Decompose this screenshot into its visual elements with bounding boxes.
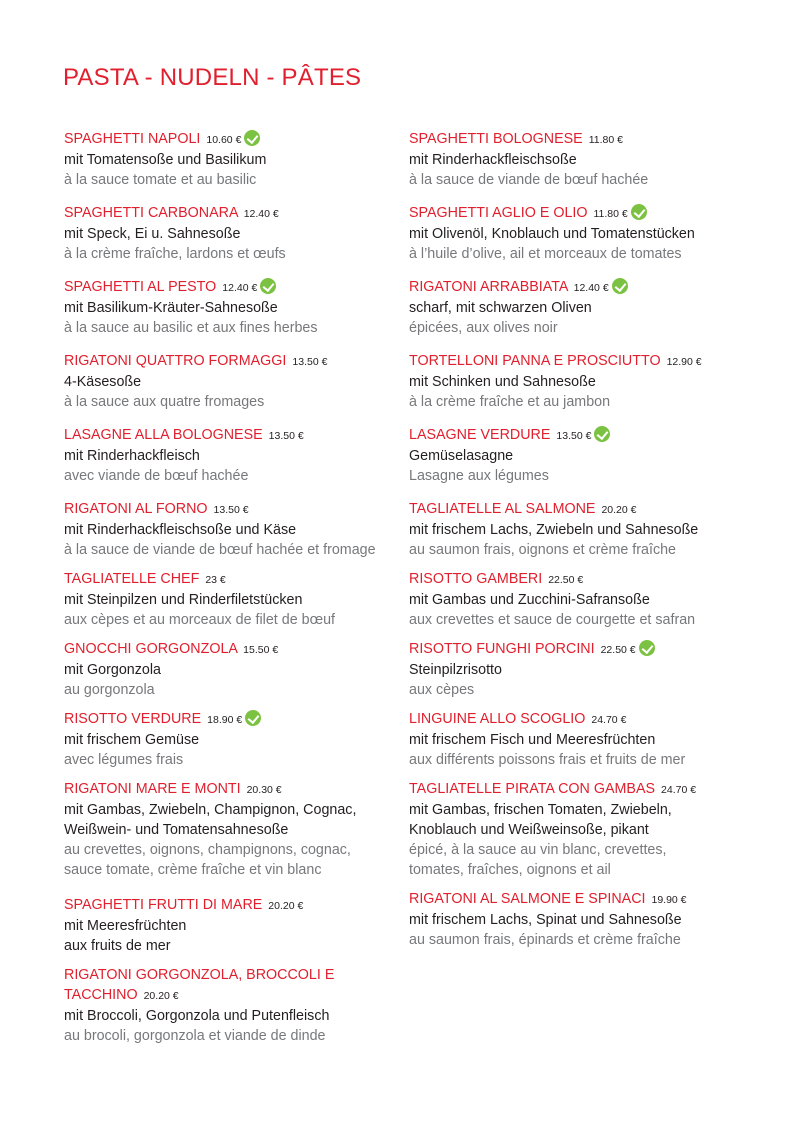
dish-name: LINGUINE ALLO SCOGLIO — [409, 711, 586, 727]
dish-description-de: mit Speck, Ei u. Sahnesoße — [64, 226, 241, 242]
dish-description-fr: à la crème fraîche et au jambon — [409, 394, 611, 410]
dish-description-de: Knoblauch und Weißweinsoße, pikant — [409, 822, 649, 838]
dish-description-de: mit frischem Lachs, Spinat und Sahnesoße — [409, 912, 682, 928]
dish-description-de: scharf, mit schwarzen Oliven — [409, 300, 592, 316]
dish-name-line — [64, 351, 409, 372]
page-title: PASTA - NUDELN - PÂTES — [63, 64, 362, 91]
menu-item — [64, 425, 409, 486]
dish-description-de: mit Basilikum-Kräuter-Sahnesoße — [64, 300, 278, 316]
menu-item — [64, 639, 409, 700]
menu-item — [409, 277, 739, 338]
dish-name: RIGATONI AL SALMONE E SPINACI — [409, 891, 646, 907]
dish-price: 11.80 € — [593, 208, 628, 220]
dish-name: TAGLIATELLE AL SALMONE — [409, 501, 596, 517]
dish-description-fr: tomates, fraîches, oignons et ail — [409, 862, 611, 878]
dish-name-line — [409, 277, 739, 298]
dish-name-line — [64, 779, 409, 800]
dish-price: 11.80 € — [588, 134, 623, 146]
menu-item — [409, 203, 739, 264]
menu-item — [409, 129, 739, 190]
menu-item — [64, 499, 409, 560]
dish-description-de: mit Gambas, frischen Tomaten, Zwiebeln, — [409, 802, 672, 818]
dish-description-fr: aux cèpes — [409, 682, 475, 698]
dish-description-fr: au saumon frais, épinards et crème fraîche — [409, 932, 681, 948]
dish-price: 12.90 € — [666, 356, 702, 368]
dish-description-de: mit Tomatensoße und Basilikum — [64, 152, 267, 168]
menu-item — [409, 351, 739, 412]
dish-name-line — [409, 499, 739, 520]
dish-description-fr: à la crème fraîche, lardons et œufs — [64, 246, 286, 262]
dish-name: SPAGHETTI AL PESTO — [64, 279, 217, 295]
dish-name-line — [409, 203, 739, 224]
menu-item — [64, 203, 409, 264]
dish-name-line — [409, 569, 739, 590]
dish-description-de: mit frischem Lachs, Zwiebeln und Sahnesoße — [409, 522, 699, 538]
vegetarian-leaf-icon — [260, 278, 276, 294]
dish-price: 12.40 € — [222, 282, 258, 294]
dish-name-line — [64, 709, 409, 730]
dish-description-de: 4-Käsesoße — [64, 374, 142, 390]
dish-name: SPAGHETTI NAPOLI — [64, 131, 201, 147]
dish-price: 24.70 € — [661, 784, 697, 796]
dish-name-line — [409, 351, 739, 372]
vegetarian-leaf-icon — [631, 204, 647, 220]
menu-item — [64, 965, 409, 1046]
dish-price: 20.30 € — [246, 784, 282, 796]
dish-price: 20.20 € — [268, 900, 304, 912]
vegetarian-leaf-icon — [244, 130, 260, 146]
vegetarian-leaf-icon — [612, 278, 628, 294]
dish-price: 22.50 € — [600, 644, 636, 656]
dish-description-de: mit Steinpilzen und Rinderfiletstücken — [64, 592, 303, 608]
menu-item — [64, 569, 409, 630]
dish-name: RIGATONI AL FORNO — [64, 501, 208, 517]
dish-price: 13.50 € — [556, 430, 592, 442]
vegetarian-leaf-icon — [245, 710, 261, 726]
dish-price: 19.90 € — [651, 894, 687, 906]
dish-description-fr: Lasagne aux légumes — [409, 468, 549, 484]
dish-description-fr: épicé, à la sauce au vin blanc, crevettes, — [409, 842, 667, 858]
menu-item — [409, 709, 739, 770]
dish-price: 20.20 € — [143, 990, 179, 1002]
dish-description-de: mit Gambas und Zucchini-Safransoße — [409, 592, 650, 608]
dish-name: SPAGHETTI BOLOGNESE — [409, 131, 583, 147]
dish-description-de: mit Meeresfrüchten — [64, 918, 187, 934]
dish-name-line — [64, 425, 409, 446]
dish-name: RISOTTO VERDURE — [64, 711, 202, 727]
dish-description-de: Gemüselasagne — [409, 448, 514, 464]
dish-description-fr: au brocoli, gorgonzola et viande de dinde — [64, 1028, 326, 1044]
dish-name: LASAGNE VERDURE — [409, 427, 551, 443]
dish-name-line — [64, 569, 409, 590]
menu-item — [409, 639, 739, 700]
dish-description-fr: avec légumes frais — [64, 752, 184, 768]
dish-name-line — [409, 709, 739, 730]
dish-description-de: mit Gorgonzola — [64, 662, 161, 678]
dish-name: TORTELLONI PANNA E PROSCIUTTO — [409, 353, 661, 369]
dish-description-de: mit Rinderhackfleischsoße und Käse — [64, 522, 297, 538]
dish-description-de: mit Rinderhackfleisch — [64, 448, 200, 464]
dish-name-line — [64, 203, 409, 224]
dish-description-fr: sauce tomate, crème fraîche et vin blanc — [64, 862, 322, 878]
vegetarian-leaf-icon — [594, 426, 610, 442]
dish-name: RIGATONI QUATTRO FORMAGGI — [64, 353, 287, 369]
menu-item — [409, 779, 739, 880]
dish-description-de: Steinpilzrisotto — [409, 662, 502, 678]
dish-name-line — [409, 129, 739, 150]
dish-description-fr: à la sauce de viande de bœuf hachée et fromage — [64, 542, 376, 558]
dish-name: TAGLIATELLE PIRATA CON GAMBAS — [409, 781, 656, 797]
dish-name-line — [409, 779, 739, 800]
dish-description-de: aux fruits de mer — [64, 938, 171, 954]
menu-item — [64, 129, 409, 190]
dish-description-fr: à l’huile d’olive, ail et morceaux de tomates — [409, 246, 682, 262]
dish-price: 13.50 € — [213, 504, 249, 516]
menu-item — [64, 351, 409, 412]
dish-description-de: Weißwein- und Tomatensahnesoße — [64, 822, 289, 838]
dish-description-fr: aux crevettes et sauce de courgette et safran — [409, 612, 696, 628]
dish-price: 23 € — [205, 574, 226, 586]
menu-item — [64, 779, 409, 880]
dish-price: 18.90 € — [207, 714, 243, 726]
dish-name-line — [409, 639, 739, 660]
dish-description-de: mit Schinken und Sahnesoße — [409, 374, 596, 390]
dish-name: RIGATONI MARE E MONTI — [64, 781, 241, 797]
dish-description-fr: au saumon frais, oignons et crème fraîche — [409, 542, 677, 558]
dish-name: SPAGHETTI FRUTTI DI MARE — [64, 897, 263, 913]
menu-column-left — [64, 129, 409, 1089]
dish-price: 20.20 € — [601, 504, 637, 516]
menu-column-right — [409, 129, 739, 1089]
dish-description-fr: à la sauce tomate et au basilic — [64, 172, 257, 188]
dish-description-de: mit Olivenöl, Knoblauch und Tomatenstücken — [409, 226, 695, 242]
vegetarian-leaf-icon — [639, 640, 655, 656]
menu-item — [409, 425, 739, 486]
menu-item — [64, 709, 409, 770]
dish-description-de: mit Rinderhackfleischsoße — [409, 152, 577, 168]
dish-price: 24.70 € — [591, 714, 627, 726]
dish-name-line — [409, 425, 739, 446]
dish-price: 10.60 € — [206, 134, 242, 146]
dish-name: RIGATONI GORGONZOLA, BROCCOLI E — [64, 967, 335, 983]
dish-name-line — [64, 985, 409, 1006]
dish-description-de: mit frischem Gemüse — [64, 732, 200, 748]
menu-item — [64, 277, 409, 338]
dish-description-fr: épicées, aux olives noir — [409, 320, 558, 336]
dish-description-fr: avec viande de bœuf hachée — [64, 468, 249, 484]
dish-name: RIGATONI ARRABBIATA — [409, 279, 568, 295]
dish-description-fr: au gorgonzola — [64, 682, 155, 698]
dish-description-fr: aux différents poissons frais et fruits de mer — [409, 752, 686, 768]
dish-name: SPAGHETTI AGLIO E OLIO — [409, 205, 588, 221]
dish-price: 13.50 € — [292, 356, 328, 368]
dish-description-fr: à la sauce aux quatre fromages — [64, 394, 265, 410]
dish-price: 12.40 € — [243, 208, 279, 220]
dish-price: 13.50 € — [268, 430, 304, 442]
dish-name-line — [64, 129, 409, 150]
dish-name-line — [64, 277, 409, 298]
dish-description-de: mit Gambas, Zwiebeln, Champignon, Cognac, — [64, 802, 357, 818]
menu-item — [409, 569, 739, 630]
dish-description-fr: à la sauce de viande de bœuf hachée — [409, 172, 649, 188]
dish-name: TAGLIATELLE CHEF — [64, 571, 200, 587]
dish-description-de: mit frischem Fisch und Meeresfrüchten — [409, 732, 656, 748]
dish-name: SPAGHETTI CARBONARA — [64, 205, 238, 221]
dish-name: GNOCCHI GORGONZOLA — [64, 641, 238, 657]
dish-name-line — [64, 639, 409, 660]
dish-name-cont: TACCHINO — [64, 987, 138, 1003]
dish-name: RISOTTO FUNGHI PORCINI — [409, 641, 595, 657]
menu-item — [409, 889, 739, 950]
dish-description-fr: au crevettes, oignons, champignons, cognac, — [64, 842, 351, 858]
dish-price: 15.50 € — [243, 644, 279, 656]
dish-price: 22.50 € — [548, 574, 584, 586]
dish-description-fr: à la sauce au basilic et aux fines herbes — [64, 320, 318, 336]
dish-name-line — [64, 499, 409, 520]
dish-name-line — [409, 889, 739, 910]
dish-description-fr: aux cèpes et au morceaux de filet de bœuf — [64, 612, 335, 628]
menu-item — [409, 499, 739, 560]
dish-name-line — [64, 895, 409, 916]
dish-name: RISOTTO GAMBERI — [409, 571, 543, 587]
dish-description-de: mit Broccoli, Gorgonzola und Putenfleisch — [64, 1008, 330, 1024]
dish-name: LASAGNE ALLA BOLOGNESE — [64, 427, 263, 443]
menu-item — [64, 895, 409, 956]
dish-price: 12.40 € — [573, 282, 609, 294]
